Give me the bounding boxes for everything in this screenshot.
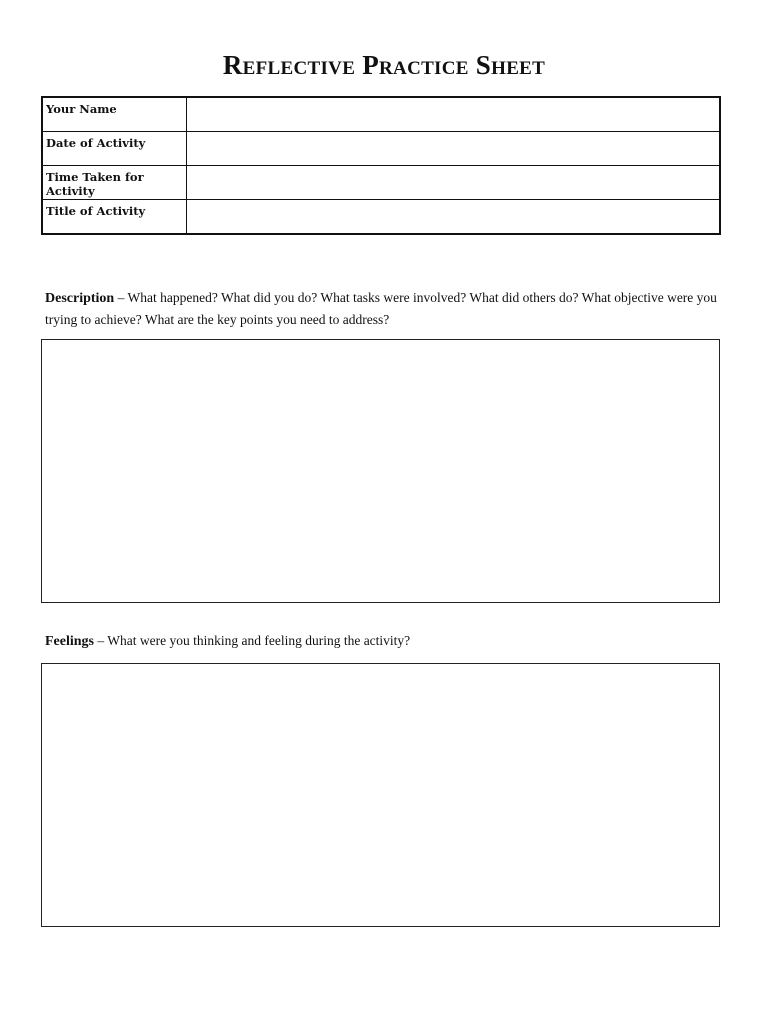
title-of-activity-cell xyxy=(186,200,720,235)
activity-info-table xyxy=(41,96,721,235)
date-of-activity-field[interactable] xyxy=(187,132,720,165)
date-of-activity-cell xyxy=(186,132,720,166)
table-row xyxy=(42,166,720,200)
feelings-prompt xyxy=(45,630,735,652)
date-of-activity-label: Date of Activity xyxy=(42,132,186,166)
description-prompt xyxy=(45,287,735,330)
description-box xyxy=(41,339,720,603)
table-row xyxy=(42,132,720,166)
your-name-field[interactable] xyxy=(187,98,720,131)
your-name-label: Your Name xyxy=(42,97,186,132)
feelings-separator: – xyxy=(94,633,108,648)
table-row xyxy=(42,200,720,235)
description-prompt-text: What happened? What did you do? What tasks were involved? What did others do? What objective were you trying to achieve? What are the key points you need to address? xyxy=(45,290,717,327)
description-textarea[interactable] xyxy=(42,340,719,602)
page-title: Reflective Practice Sheet xyxy=(222,50,546,80)
title-of-activity-label: Title of Activity xyxy=(42,200,186,235)
your-name-cell xyxy=(186,97,720,132)
table-row xyxy=(42,97,720,132)
title-of-activity-field[interactable] xyxy=(187,200,720,233)
time-taken-field[interactable] xyxy=(187,166,720,199)
description-separator: – xyxy=(114,290,128,305)
feelings-prompt-text: What were you thinking and feeling during the activity? xyxy=(107,633,411,648)
feelings-heading: Feelings xyxy=(45,634,94,649)
feelings-textarea[interactable] xyxy=(42,664,719,926)
feelings-box xyxy=(41,663,720,927)
time-taken-cell xyxy=(186,166,720,200)
description-heading: Description xyxy=(45,291,115,306)
time-taken-label: Time Taken for Activity xyxy=(42,166,186,200)
